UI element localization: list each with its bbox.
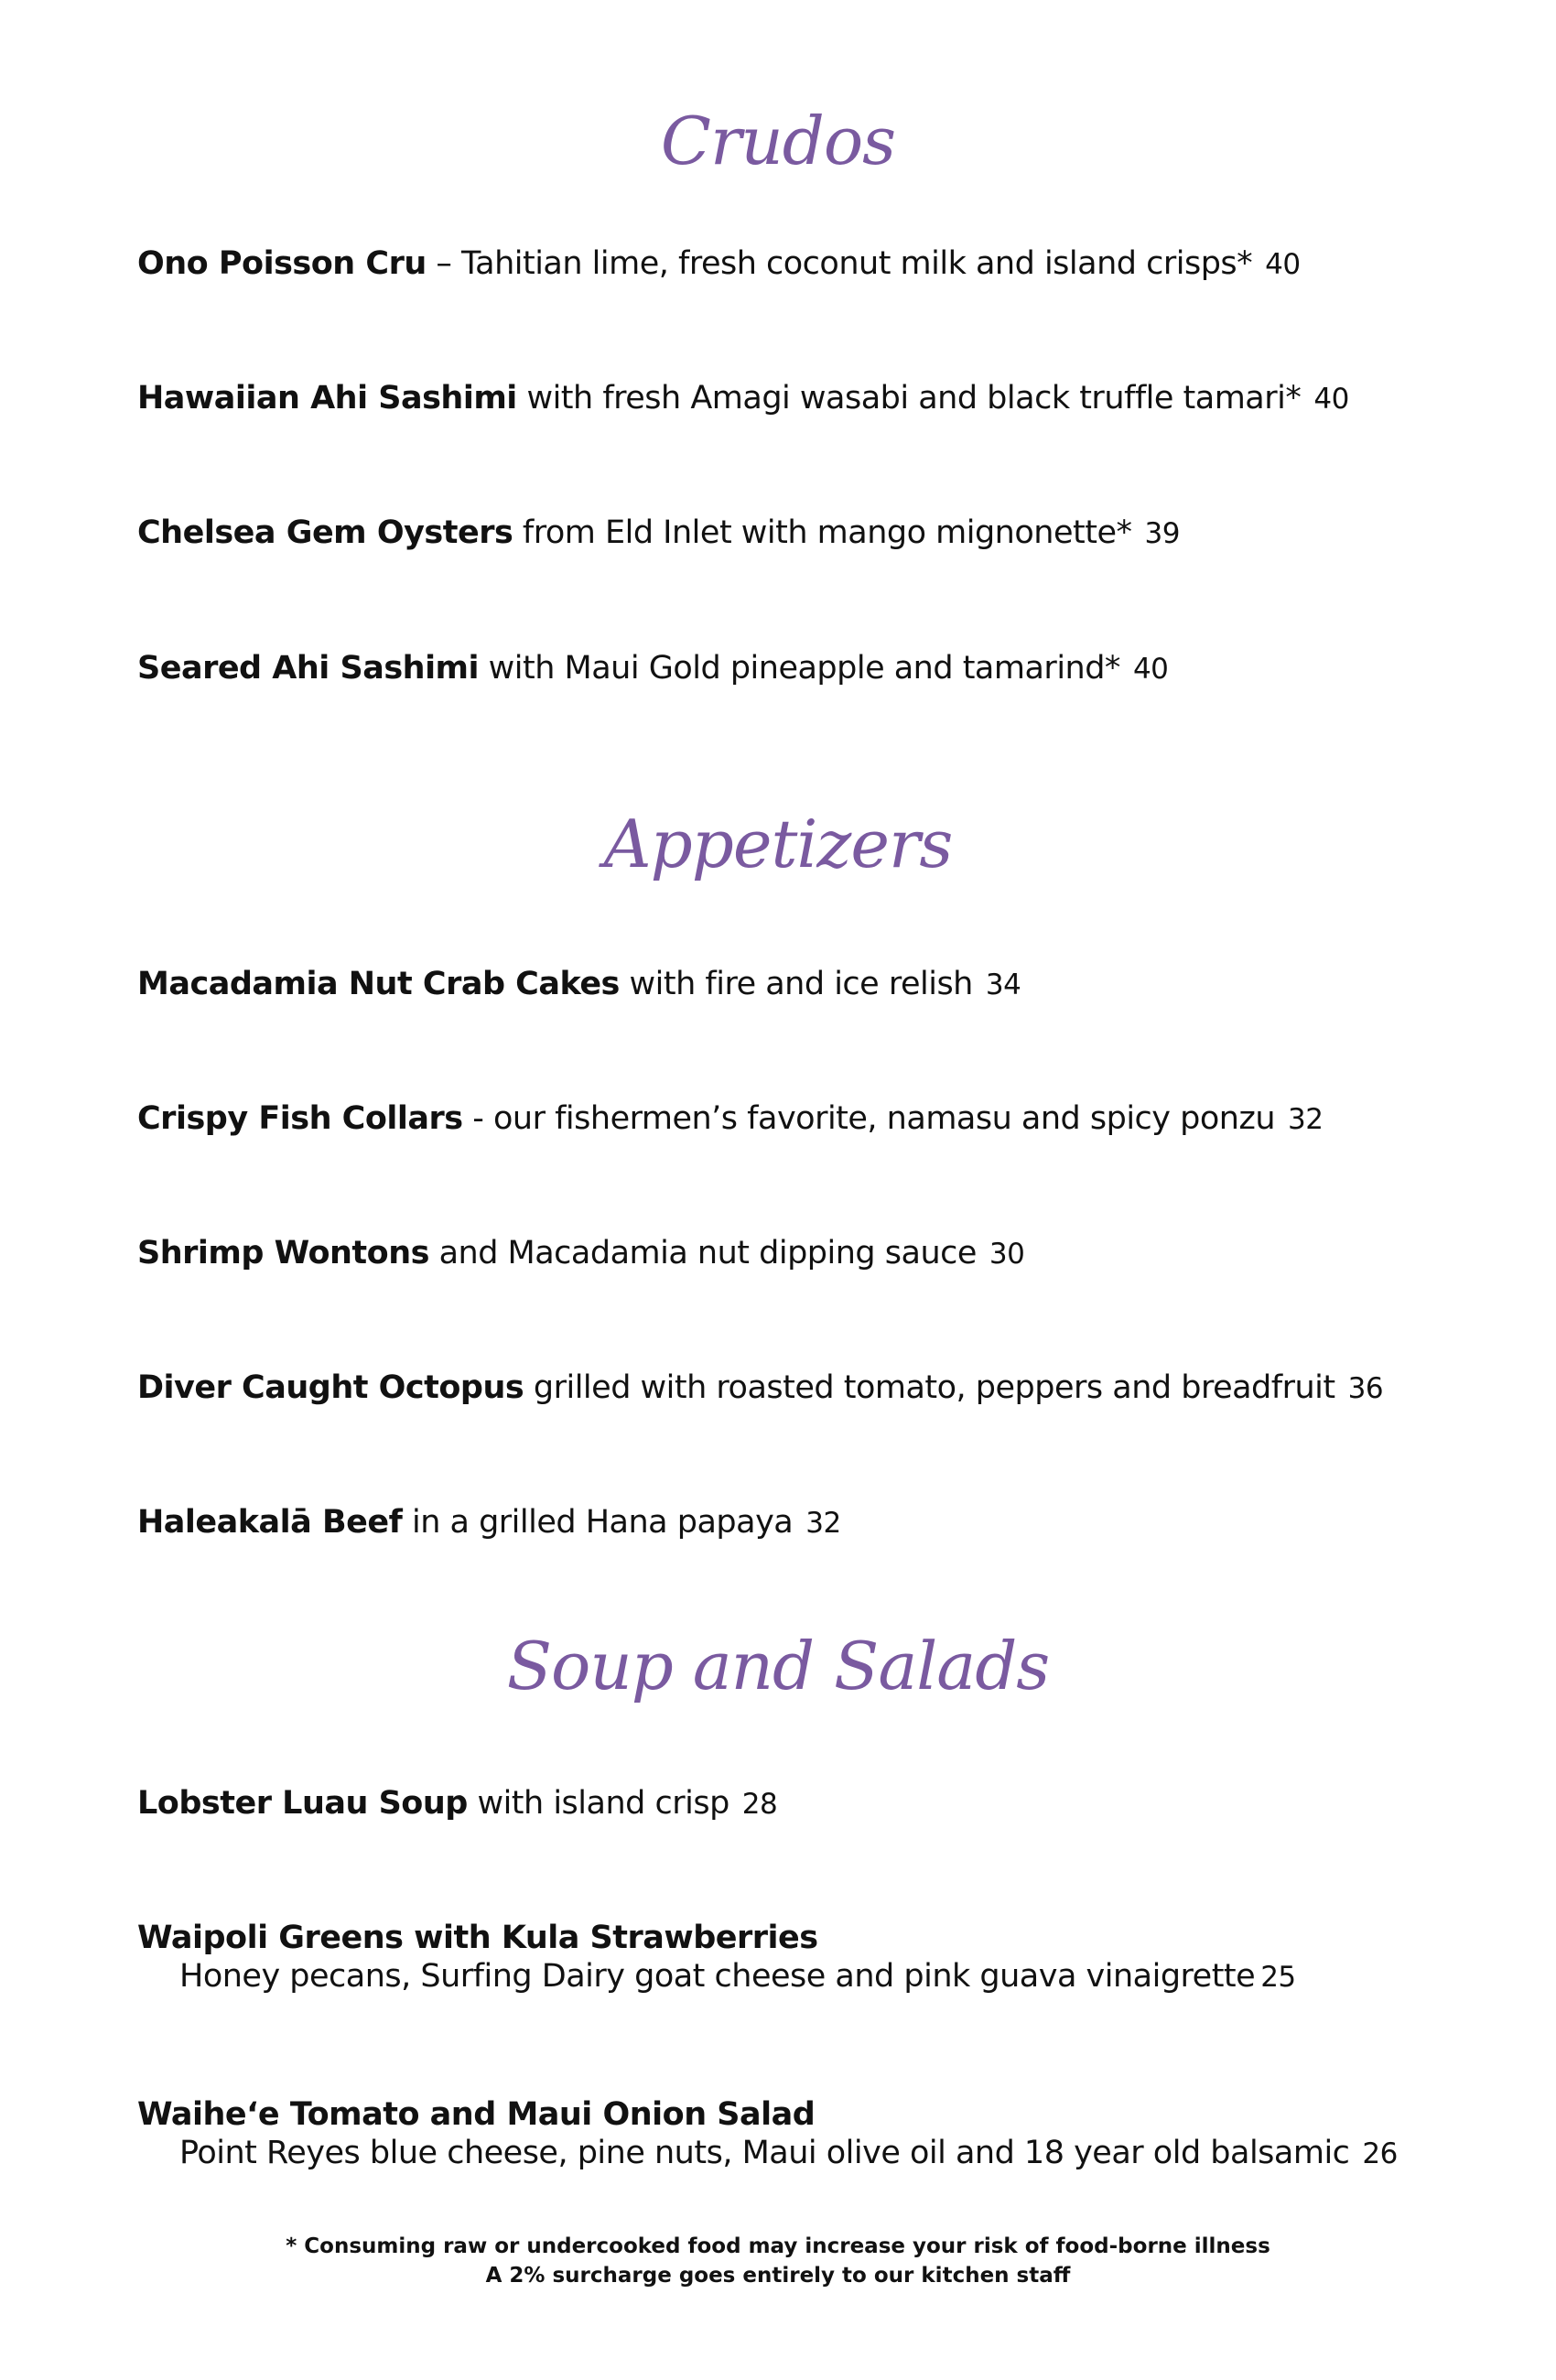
item-desc: with fresh Amagi wasabi and black truffle tamari* [516,380,1302,416]
item-price: 32 [805,1507,841,1540]
item-price: 36 [1347,1372,1384,1405]
menu-item [137,2096,1437,2171]
item-name: Seared Ahi Sashimi [137,650,480,687]
item-name: Hawaiian Ahi Sashimi [137,380,517,416]
menu-item [137,514,1437,551]
item-price: 32 [1288,1103,1324,1136]
menu-item [137,245,1437,282]
menu-item [137,1785,1437,1822]
item-price: 30 [989,1238,1025,1271]
item-name: Haleakalā Beef [137,1504,403,1541]
item-price: 40 [1132,653,1169,686]
item-desc: with fire and ice relish [619,966,973,1002]
item-desc: and Macadamia nut dipping sauce [428,1235,977,1271]
menu-item [137,1100,1437,1137]
section-heading-crudos: Crudos [660,103,896,179]
item-desc: Point Reyes blue cheese, pine nuts, Maui olive oil and 18 year old balsamic [179,2135,1350,2171]
item-name: Waihe‘e Tomato and Maui Onion Salad [137,2096,816,2133]
item-name: Macadamia Nut Crab Cakes [137,966,620,1002]
menu-item [137,1369,1437,1406]
item-price: 34 [985,968,1021,1001]
item-desc: - our fishermen’s favorite, namasu and spicy ponzu [462,1100,1275,1137]
item-name: Ono Poisson Cru [137,245,427,282]
item-name: Waipoli Greens with Kula Strawberries [137,1920,818,1956]
menu-item [137,380,1437,416]
item-name: Crispy Fish Collars [137,1100,463,1137]
section-heading-appetizers: Appetizers [603,806,953,882]
item-price: 40 [1313,383,1349,416]
menu-item [137,1504,1437,1541]
item-price: 26 [1362,2137,1398,2170]
item-name: Chelsea Gem Oysters [137,514,513,551]
footer-notice [0,2232,1556,2290]
item-desc: Honey pecans, Surfing Dairy goat cheese and pink guava vinaigrette [179,1958,1256,1995]
item-desc: with Maui Gold pineapple and tamarind* [479,650,1120,687]
menu-item [137,1235,1437,1271]
item-desc: in a grilled Hana papaya [402,1504,794,1541]
item-desc: grilled with roasted tomato, peppers and breadfruit [524,1369,1335,1406]
footer-surcharge-note: A 2% surcharge goes entirely to our kitchen staff [485,2264,1071,2288]
item-price: 28 [741,1788,778,1821]
menu-item [137,1920,1437,1995]
item-desc: from Eld Inlet with mango mignonette* [513,514,1132,551]
item-price: 25 [1260,1961,1296,1994]
footer-raw-food-warning: * Consuming raw or undercooked food may increase your risk of food-borne illness [286,2234,1270,2258]
item-name: Lobster Luau Soup [137,1785,468,1822]
section-heading-soup-and-salads: Soup and Salads [506,1628,1050,1704]
item-name: Shrimp Wontons [137,1235,429,1271]
menu-item [137,650,1437,687]
item-desc: with island crisp [467,1785,729,1822]
item-price: 39 [1144,517,1180,550]
item-price: 40 [1265,248,1301,281]
menu-item [137,966,1437,1002]
item-desc: – Tahitian lime, fresh coconut milk and island crisps* [426,245,1253,282]
item-name: Diver Caught Octopus [137,1369,524,1406]
